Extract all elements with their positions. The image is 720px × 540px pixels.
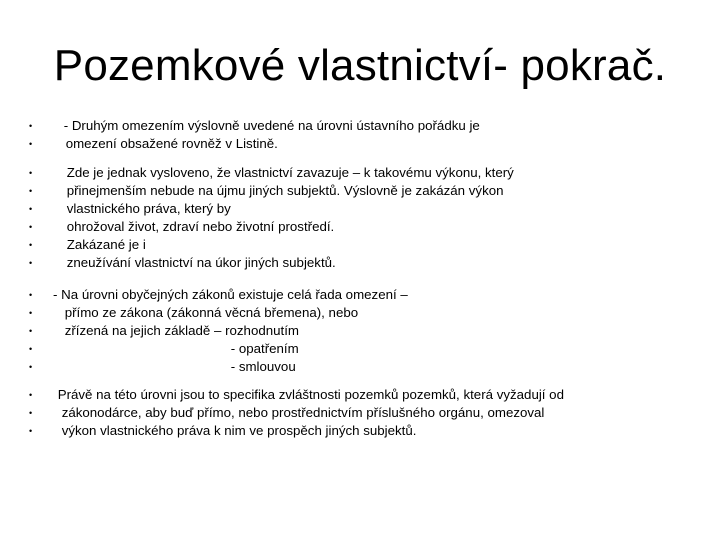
line-text: zákonodárce, aby buď přímo, nebo prostřednictvím příslušného orgánu, omezoval (58, 405, 545, 420)
line-text: Právě na této úrovni jsou to specifika zvláštnosti pozemků pozemků, která vyžadují od (54, 387, 564, 402)
line-text: výkon vlastnického práva k nim ve prospěch jiných subjektů. (58, 423, 417, 438)
bullet-icon: • (29, 326, 33, 336)
list-item (0, 404, 720, 422)
line-text: Zde je jednak vysloveno, že vlastnictví zavazuje – k takovému výkonu, který (63, 165, 514, 180)
list-item (0, 218, 720, 236)
list-item (0, 422, 720, 440)
bullet-icon: • (29, 240, 33, 250)
paragraph-land-specifics (0, 386, 720, 440)
line-text: - Druhým omezením výslovně uvedené na úrovni ústavního pořádku je (60, 118, 480, 133)
bullet-icon: • (29, 139, 33, 149)
line-text: - opatřením (227, 341, 299, 356)
line-text: ohrožoval život, zdraví nebo životní prostředí. (63, 219, 335, 234)
list-item (0, 340, 720, 358)
list-item (0, 200, 720, 218)
list-item (0, 322, 720, 340)
list-item (0, 254, 720, 272)
line-text: Zakázané je i (63, 237, 146, 252)
list-item (0, 386, 720, 404)
bullet-icon: • (29, 168, 33, 178)
bullet-icon: • (29, 290, 33, 300)
paragraph-ownership-obliges (0, 164, 720, 272)
bullet-icon: • (29, 344, 33, 354)
list-item (0, 164, 720, 182)
line-text: přímo ze zákona (zákonná věcná břemena), nebo (61, 305, 359, 320)
bullet-icon: • (29, 308, 33, 318)
line-text: - smlouvou (227, 359, 296, 374)
paragraph-ordinary-laws (0, 286, 720, 376)
line-text: zřízená na jejich základě – rozhodnutím (61, 323, 300, 338)
bullet-icon: • (29, 362, 33, 372)
bullet-icon: • (29, 186, 33, 196)
list-item (0, 182, 720, 200)
bullet-icon: • (29, 408, 33, 418)
bullet-icon: • (29, 390, 33, 400)
list-item (0, 135, 720, 153)
bullet-icon: • (29, 426, 33, 436)
bullet-icon: • (29, 222, 33, 232)
list-item (0, 304, 720, 322)
bullet-icon: • (29, 258, 33, 268)
bullet-icon: • (29, 204, 33, 214)
list-item (0, 286, 720, 304)
list-item (0, 358, 720, 376)
line-text: zneužívání vlastnictví na úkor jiných subjektů. (63, 255, 336, 270)
line-text: vlastnického práva, který by (63, 201, 231, 216)
paragraph-constitutional-limit (0, 117, 720, 153)
list-item (0, 236, 720, 254)
line-text: omezení obsažené rovněž v Listině. (62, 136, 278, 151)
list-item (0, 117, 720, 135)
bullet-icon: • (29, 121, 33, 131)
line-text: přinejmenším nebude na újmu jiných subjektů. Výslovně je zakázán výkon (63, 183, 504, 198)
line-text: - Na úrovni obyčejných zákonů existuje celá řada omezení – (53, 287, 408, 302)
slide-title: Pozemkové vlastnictví- pokrač. (53, 41, 667, 90)
